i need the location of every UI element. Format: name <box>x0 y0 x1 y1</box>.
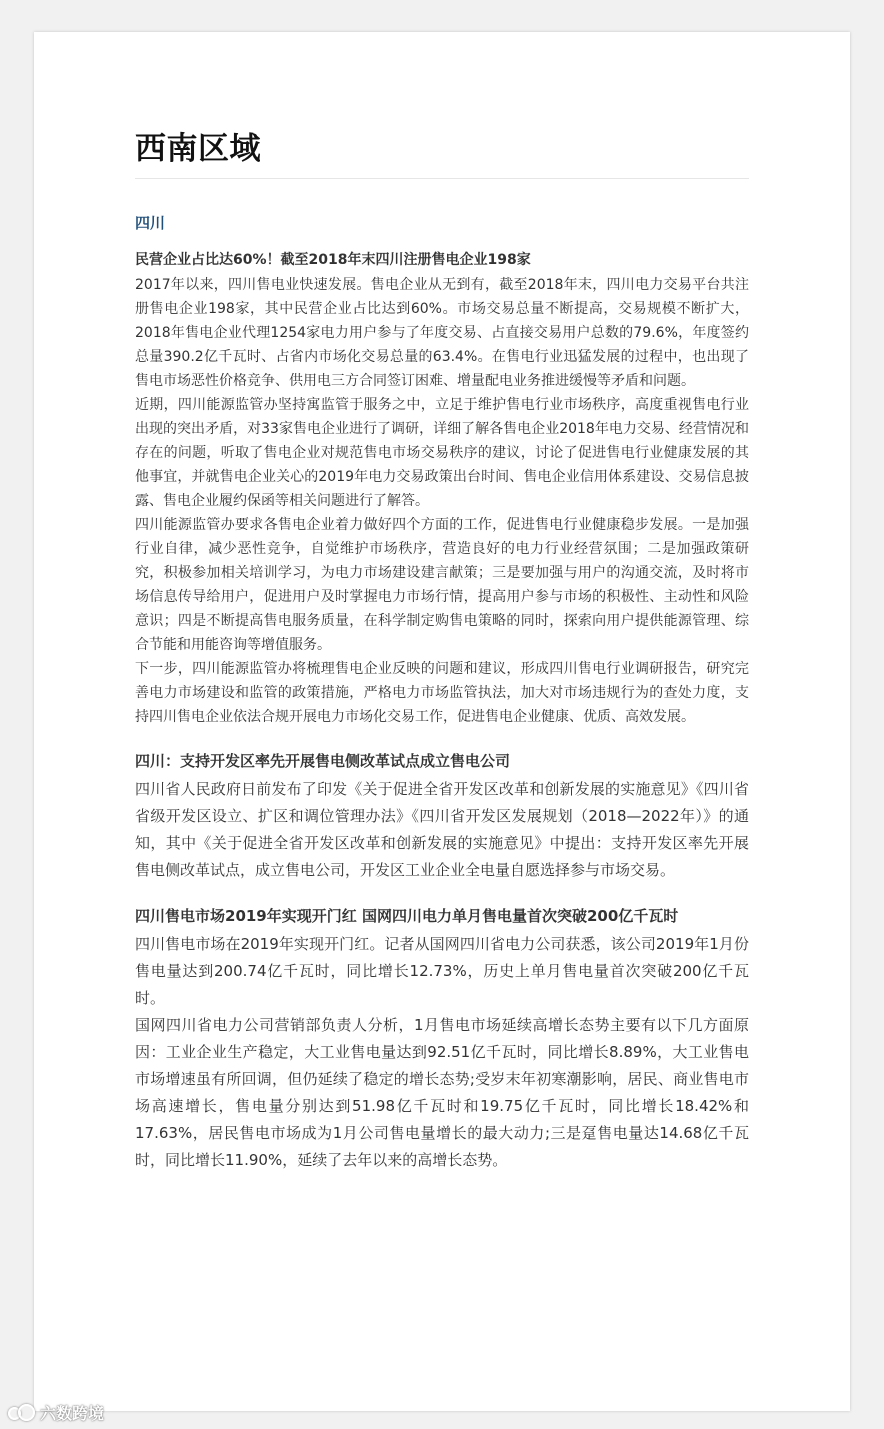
article-paragraph: 国网四川省电力公司营销部负责人分析，1月售电市场延续高增长态势主要有以下几方面原因：工业企业生产稳定，大工业售电量达到92.51亿千瓦时，同比增长8.89%，大工业售电市场增速虽有所回调，但仍延续了稳定的增长态势;受岁末年初寒潮影响，居民、商业售电市场高速增长，售电量分别达到51.98亿千瓦时和19.75亿千瓦时，同比增长18.42%和17.63%，居民售电市场成为1月公司售电量增长的最大动力;三是趸售电量达14.68亿千瓦时，同比增长11.90%，延续了去年以来的高增长态势。 <box>135 1016 749 1169</box>
page-title: 西南区域 <box>135 130 749 179</box>
document-content <box>135 130 749 1174</box>
article-title: 民营企业占比达60%！截至2018年末四川注册售电企业198家 <box>135 252 531 268</box>
article-paragraph: 四川售电市场在2019年实现开门红。记者从国网四川省电力公司获悉，该公司2019年1月份售电量达到200.74亿千瓦时，同比增长12.73%，历史上单月售电量首次突破200亿千瓦时。 <box>135 935 749 1007</box>
article-private-enterprises <box>135 250 749 729</box>
article-paragraph: 四川能源监管办要求各售电企业着力做好四个方面的工作，促进售电行业健康稳步发展。一是加强行业自律，减少恶性竞争，自觉维护市场秩序，营造良好的电力行业经营氛围；二是加强政策研究，积极参加相关培训学习，为电力市场建设建言献策；三是要加强与用户的沟通交流，及时将市场信息传导给用户，促进用户及时掌握电力市场行情，提高用户参与市场的积极性、主动性和风险意识；四是不断提高售电服务质量，在科学制定购售电策略的同时，探索向用户提供能源管理、综合节能和用能咨询等增值服务。 <box>135 517 749 653</box>
article-title: 四川售电市场2019年实现开门红 国网四川电力单月售电量首次突破200亿千瓦时 <box>135 907 679 925</box>
article-paragraph: 2017年以来，四川售电业快速发展。售电企业从无到有，截至2018年末，四川电力交易平台共注册售电企业198家，其中民营企业占比达到60%。市场交易总量不断提高，交易规模不断扩大，2018年售电企业代理1254家电力用户参与了年度交易、占直接交易用户总数的79.6%，年度签约总量390.2亿千瓦时、占省内市场化交易总量的63.4%。在售电行业迅猛发展的过程中，也出现了售电市场恶性价格竞争、供用电三方合同签订困难、增量配电业务推进缓慢等矛盾和问题。 <box>135 277 749 389</box>
watermark <box>8 1401 104 1423</box>
article-paragraph: 四川省人民政府日前发布了印发《关于促进全省开发区改革和创新发展的实施意见》《四川省省级开发区设立、扩区和调位管理办法》《四川省开发区发展规划（2018—2022年）》的通知，其中《关于促进全省开发区改革和创新发展的实施意见》中提出：支持开发区率先开展售电侧改革试点，成立售电公司，开发区工业企业全电量自愿选择参与市场交易。 <box>135 780 749 879</box>
article-paragraph: 下一步，四川能源监管办将梳理售电企业反映的问题和建议，形成四川售电行业调研报告，研究完善电力市场建设和监管的政策措施，严格电力市场监管执法，加大对市场违规行为的查处力度，支持四川售电企业依法合规开展电力市场化交易工作，促进售电企业健康、优质、高效发展。 <box>135 661 749 725</box>
article-title: 四川：支持开发区率先开展售电侧改革试点成立售电公司 <box>135 752 511 770</box>
article-sales-record <box>135 905 749 1174</box>
document-page <box>34 32 850 1411</box>
region-heading: 四川 <box>135 214 166 232</box>
article-development-zone <box>135 750 749 884</box>
article-paragraph: 近期，四川能源监管办坚持寓监管于服务之中，立足于维护售电行业市场秩序，高度重视售电行业出现的突出矛盾，对33家售电企业进行了调研，详细了解各售电企业2018年电力交易、经营情况和存在的问题，听取了售电企业对规范售电市场交易秩序的建议，讨论了促进售电行业健康发展的其他事宜，并就售电企业关心的2019年电力交易政策出台时间、售电企业信用体系建设、交易信息披露、售电企业履约保函等相关问题进行了解答。 <box>135 397 749 509</box>
brand-logo-icon <box>8 1404 36 1420</box>
watermark-text: 六数跨境 <box>40 1403 105 1423</box>
